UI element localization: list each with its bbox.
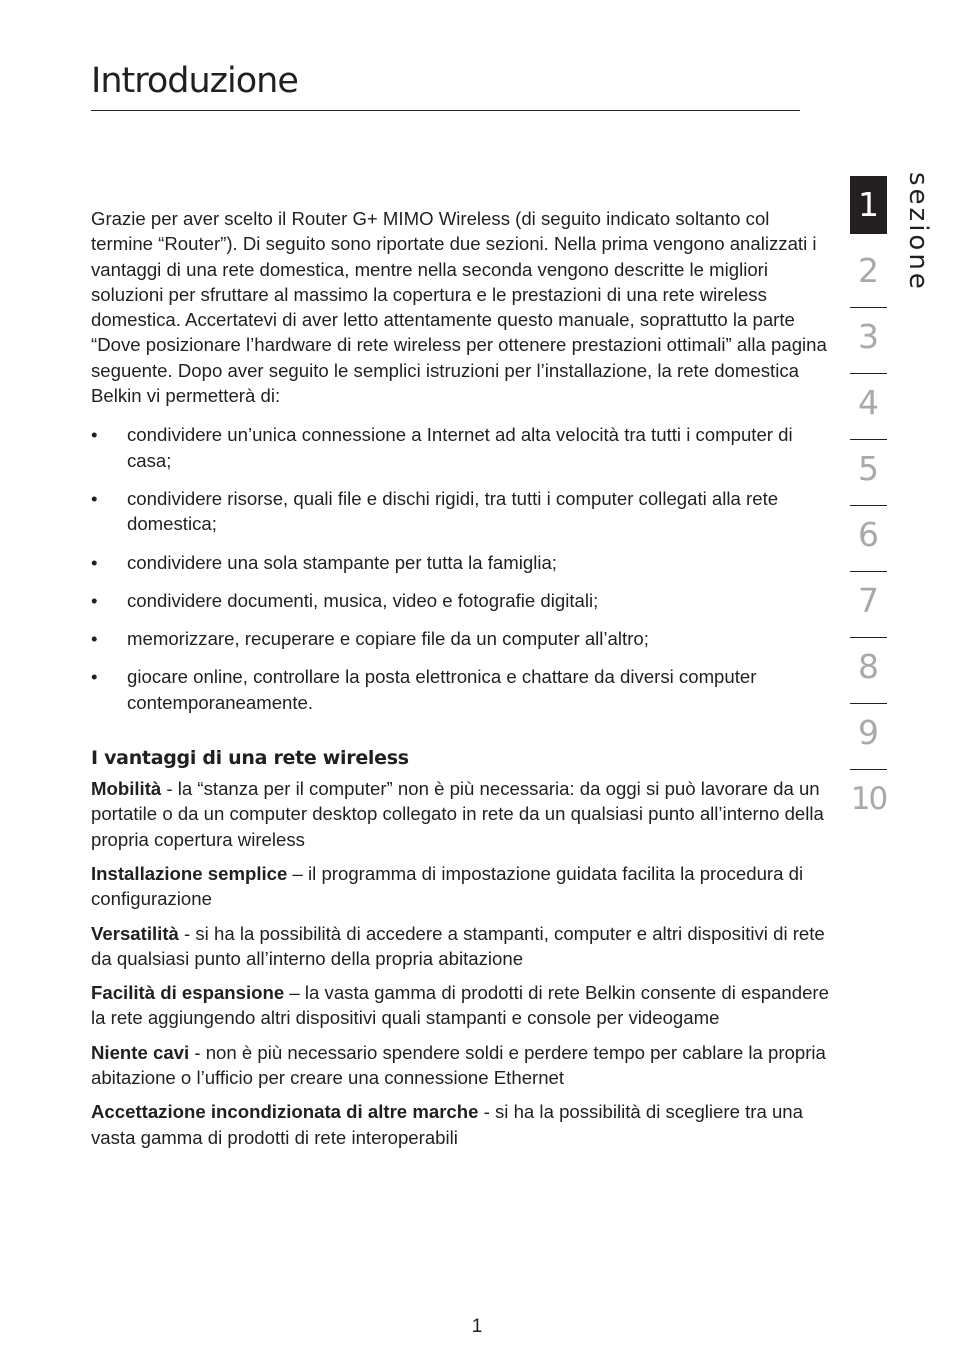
list-item (91, 626, 836, 651)
title-divider (91, 110, 800, 111)
list-item (91, 486, 836, 537)
advantage-paragraph (91, 1040, 836, 1091)
list-item-text: memorizzare, recuperare e copiare file da un computer all’altro; (127, 628, 649, 650)
section-tab-1[interactable]: 1 (850, 176, 887, 234)
advantage-term: Mobilità (91, 778, 162, 800)
advantage-paragraph (91, 861, 836, 912)
section-tab-6[interactable]: 6 (850, 506, 887, 572)
main-content (91, 206, 836, 1159)
list-item-text: giocare online, controllare la posta elettronica e chattare da diversi computer contemporaneamente. (127, 666, 757, 713)
intro-paragraph: Grazie per aver scelto il Router G+ MIMO Wireless (di seguito indicato soltanto col termine “Router”). Di seguito sono riportate due sezioni. Nella prima vengono analizzati i vantaggi di una rete domestica, mentre nella seconda vengono descritte le migliori soluzioni per sfruttare al massimo la copertura e le prestazioni di una rete wireless domestica. Accertatevi di aver letto attentamente questo manuale, soprattutto la parte “Dove posizionare l’hardware di rete wireless per ottenere prestazioni ottimali” alla pagina seguente. Dopo aver seguito le semplici istruzioni per l’installazione, la rete domestica Belkin vi permetterà di: (91, 208, 827, 407)
section-tabs (850, 176, 887, 836)
list-item-text: condividere un’unica connessione a Internet ad alta velocità tra tutti i computer di casa; (127, 424, 793, 471)
advantage-text: - non è più necessario spendere soldi e perdere tempo per cablare la propria abitazione o l’ufficio per creare una connessione Ethernet (91, 1041, 826, 1089)
section-tab-3[interactable]: 3 (850, 308, 887, 374)
advantage-term: Accettazione incondizionata di altre marche (91, 1101, 479, 1123)
section-tab-8[interactable]: 8 (850, 638, 887, 704)
list-item (91, 422, 836, 473)
section-tab-4[interactable]: 4 (850, 374, 887, 440)
advantage-term: Installazione semplice (91, 862, 288, 884)
section-tab-7[interactable]: 7 (850, 572, 887, 638)
bullet-icon: • (91, 487, 98, 509)
page-number: 1 (471, 1316, 483, 1337)
advantage-term: Facilità di espansione (91, 982, 285, 1004)
bullet-icon: • (91, 589, 98, 611)
section-tab-5[interactable]: 5 (850, 440, 887, 506)
section-tab-10[interactable]: 10 (850, 781, 887, 817)
advantage-paragraph (91, 1099, 836, 1150)
advantage-term: Versatilità (91, 922, 179, 944)
page-title: Introduzione (91, 61, 298, 101)
list-item-text: condividere risorse, quali file e dischi rigidi, tra tutti i computer collegati alla rete domestica; (127, 487, 779, 535)
list-item-text: condividere documenti, musica, video e fotografie digitali; (127, 589, 599, 611)
bullet-icon: • (91, 424, 98, 446)
feature-list (91, 422, 836, 715)
advantage-paragraph (91, 980, 836, 1031)
bullet-icon: • (91, 666, 98, 688)
advantage-text: - la “stanza per il computer” non è più necessaria: da oggi si può lavorare da un portatile o da un computer desktop collegato in rete da un qualsiasi punto all’interno della propria copertura wireless (91, 778, 824, 850)
advantage-paragraph (91, 776, 836, 852)
advantage-paragraph (91, 921, 836, 972)
list-item (91, 664, 836, 715)
advantage-text: - si ha la possibilità di scegliere tra una vasta gamma di prodotti di rete interoperabili (91, 1101, 803, 1148)
section-heading: I vantaggi di una rete wireless (91, 747, 409, 770)
list-item (91, 588, 836, 613)
bullet-icon: • (91, 628, 98, 650)
section-label: sezione (903, 172, 933, 292)
advantage-text: – la vasta gamma di prodotti di rete Belkin consente di espandere la rete aggiungendo altri dispositivi quali stampanti e console per videogame (91, 982, 829, 1029)
section-tab-9[interactable]: 9 (850, 704, 887, 770)
advantage-text: - si ha la possibilità di accedere a stampanti, computer e altri dispositivi di rete da qualsiasi punto all’interno della propria abitazione (91, 922, 825, 969)
advantage-text: – il programma di impostazione guidata facilita la procedura di configurazione (91, 862, 804, 910)
section-tab-2[interactable]: 2 (850, 242, 887, 308)
list-item-text: condividere una sola stampante per tutta la famiglia; (127, 551, 557, 573)
list-item (91, 550, 836, 575)
advantage-term: Niente cavi (91, 1041, 190, 1063)
bullet-icon: • (91, 551, 98, 573)
